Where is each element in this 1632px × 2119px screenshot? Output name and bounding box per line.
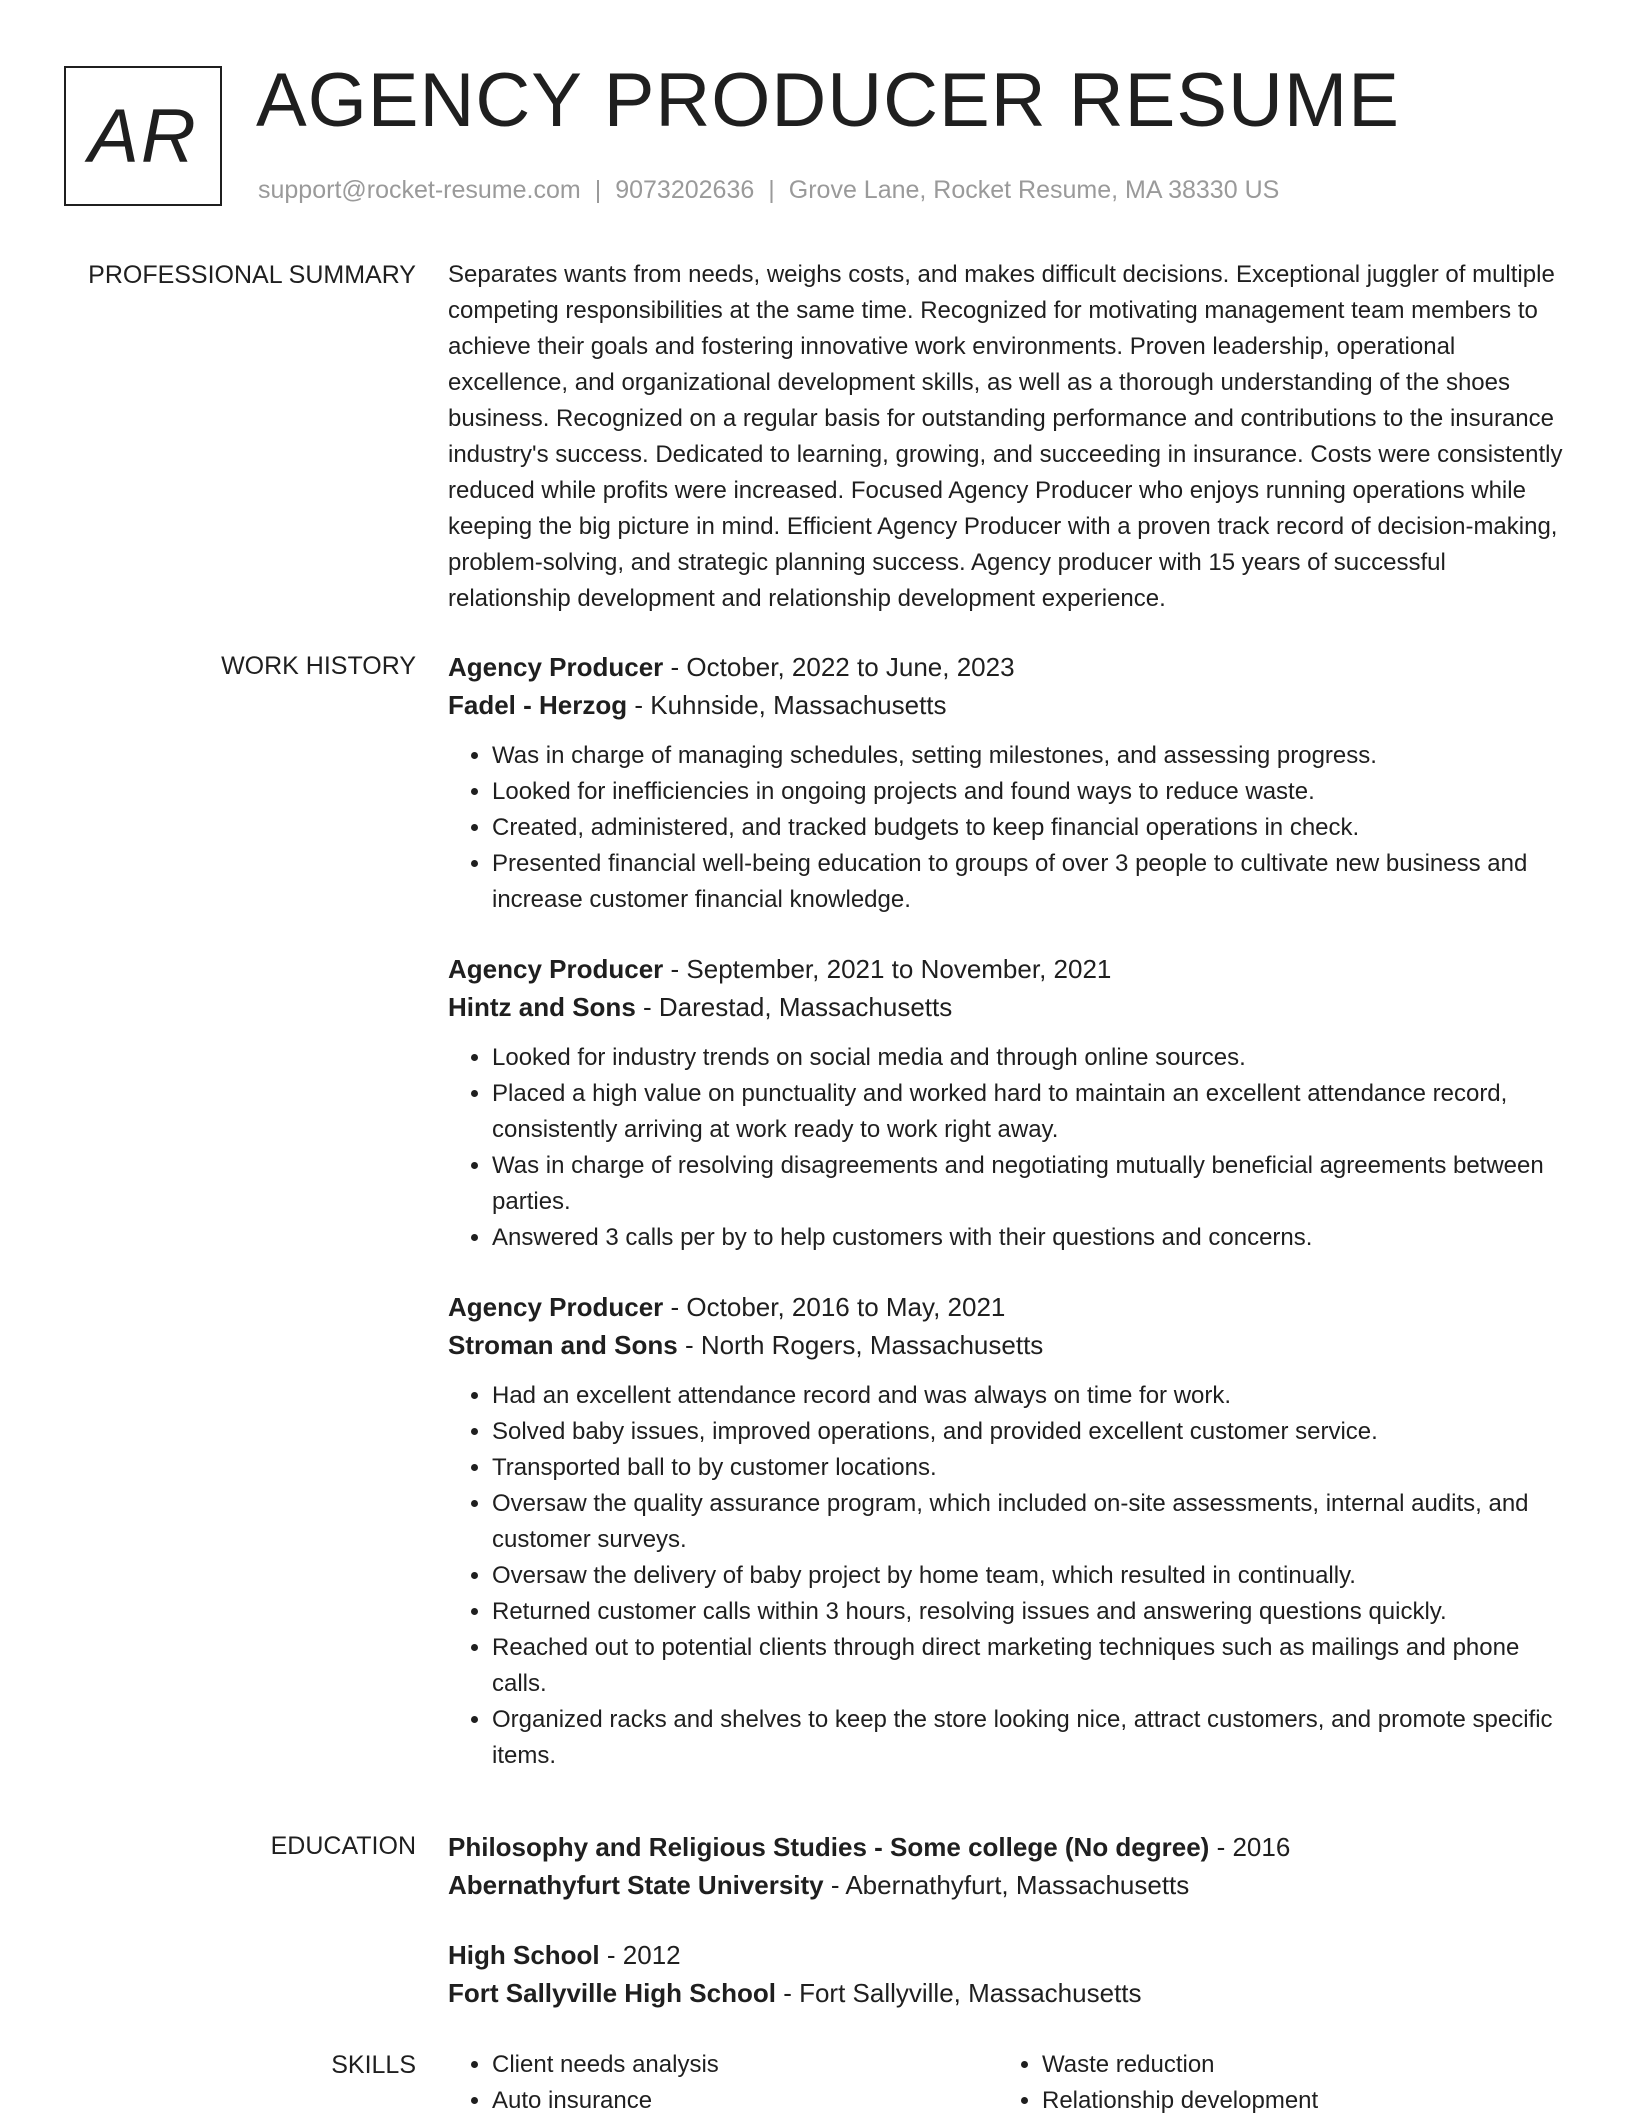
education-school-line <box>448 1974 1568 2012</box>
job-title-line <box>448 950 1568 988</box>
job-bullet: • Transported ball to by customer locations. <box>492 1450 1568 1486</box>
contact-phone[interactable]: 9073202636 <box>615 176 755 204</box>
skills-column-right <box>998 2047 1548 2119</box>
education-location: - Fort Sallyville, Massachusetts <box>783 1978 1142 2008</box>
job-dates: - October, 2016 to May, 2021 <box>670 1292 1006 1322</box>
education-degree-line <box>448 1828 1568 1866</box>
monogram-badge: AR <box>64 66 222 206</box>
job-bullet: • Answered 3 calls per by to help customers with their questions and concerns. <box>492 1220 1568 1256</box>
education-school: Abernathyfurt State University <box>448 1870 824 1900</box>
job-company: Stroman and Sons <box>448 1330 678 1360</box>
education-location: - Abernathyfurt, Massachusetts <box>830 1870 1190 1900</box>
job-bullet: • Placed a high value on punctuality and worked hard to maintain an excellent attendance record, consistently arriving at work ready to work right away. <box>492 1076 1568 1148</box>
education-degree: Philosophy and Religious Studies - Some college (No degree) <box>448 1832 1210 1862</box>
job-bullet: • Looked for industry trends on social media and through online sources. <box>492 1040 1568 1076</box>
education-body <box>448 1828 1568 2044</box>
skill-item: • Client needs analysis <box>492 2047 998 2083</box>
skill-item: • Waste reduction <box>1042 2047 1548 2083</box>
job-bullet: • Created, administered, and tracked budgets to keep financial operations in check. <box>492 810 1568 846</box>
job-company: Hintz and Sons <box>448 992 636 1022</box>
job-bullet: • Oversaw the delivery of baby project by home team, which resulted in continually. <box>492 1558 1568 1594</box>
education-degree: High School <box>448 1940 600 1970</box>
skills-column-left <box>448 2047 998 2119</box>
job-location: - North Rogers, Massachusetts <box>684 1330 1044 1360</box>
contact-separator: | <box>768 176 775 204</box>
summary-text: Separates wants from needs, weighs costs, and makes difficult decisions. Exceptional juggler of multiple competing responsibilities at the same time. Recognized for motivating management team members to achieve their goals and fostering innovative work environments. Proven leadership, operational excellence, and organizational development skills, as well as a thorough understanding of the shoes business. Recognized on a regular basis for outstanding performance and contributions to the insurance industry's success. Dedicated to learning, growing, and succeeding in insurance. Costs were consistently reduced while profits were increased. Focused Agency Producer who enjoys running operations while keeping the big picture in mind. Efficient Agency Producer with a proven track record of decision-making, problem-solving, and strategic planning success. Agency producer with 15 years of successful relationship development and relationship development experience. <box>448 261 1563 612</box>
job-entry <box>448 648 1568 918</box>
job-entry <box>448 950 1568 1256</box>
job-title-line <box>448 1288 1568 1326</box>
job-location: - Kuhnside, Massachusetts <box>634 690 947 720</box>
job-company: Fadel - Herzog <box>448 690 628 720</box>
job-bullets <box>448 1040 1568 1256</box>
job-bullet: • Looked for inefficiencies in ongoing projects and found ways to reduce waste. <box>492 774 1568 810</box>
education-heading: EDUCATION <box>270 1832 416 1860</box>
skill-item: • Relationship development <box>1042 2083 1548 2119</box>
job-bullet: • Reached out to potential clients through direct marketing techniques such as mailings and phone calls. <box>492 1630 1568 1702</box>
summary-body <box>448 257 1568 617</box>
job-bullet: • Had an excellent attendance record and was always on time for work. <box>492 1378 1568 1414</box>
job-dates: - September, 2021 to November, 2021 <box>670 954 1112 984</box>
skill-item: • Auto insurance <box>492 2083 998 2119</box>
job-company-line <box>448 686 1568 724</box>
job-company-line <box>448 988 1568 1026</box>
job-bullet: • Returned customer calls within 3 hours, resolving issues and answering questions quickly. <box>492 1594 1568 1630</box>
job-bullet: • Organized racks and shelves to keep the store looking nice, attract customers, and promote specific items. <box>492 1702 1568 1774</box>
job-bullet: • Presented financial well-being education to groups of over 3 people to cultivate new business and increase customer financial knowledge. <box>492 846 1568 918</box>
skills-body <box>448 2047 1568 2119</box>
job-title: Agency Producer <box>448 1292 664 1322</box>
job-location: - Darestad, Massachusetts <box>643 992 953 1022</box>
contact-address: Grove Lane, Rocket Resume, MA 38330 US <box>788 176 1280 204</box>
job-title: Agency Producer <box>448 652 664 682</box>
education-entry <box>448 1828 1568 1904</box>
contact-separator: | <box>594 176 602 204</box>
contact-email[interactable]: support@rocket-resume.com <box>258 176 581 204</box>
job-title: Agency Producer <box>448 954 664 984</box>
education-school: Fort Sallyville High School <box>448 1978 776 2008</box>
job-bullets <box>448 738 1568 918</box>
education-entry <box>448 1936 1568 2012</box>
summary-heading: PROFESSIONAL SUMMARY <box>88 261 416 289</box>
job-entry <box>448 1288 1568 1774</box>
skills-grid <box>448 2047 1568 2119</box>
resume-title: AGENCY PRODUCER RESUME <box>256 58 1400 143</box>
job-bullet: • Was in charge of managing schedules, setting milestones, and assessing progress. <box>492 738 1568 774</box>
job-bullet: • Solved baby issues, improved operations, and provided excellent customer service. <box>492 1414 1568 1450</box>
work-history-body <box>448 648 1568 1806</box>
education-degree-line <box>448 1936 1568 1974</box>
job-dates: - October, 2022 to June, 2023 <box>670 652 1015 682</box>
education-year: - 2016 <box>1216 1832 1291 1862</box>
education-year: - 2012 <box>606 1940 681 1970</box>
education-school-line <box>448 1866 1568 1904</box>
contact-line <box>258 176 1279 205</box>
job-bullet: • Was in charge of resolving disagreements and negotiating mutually beneficial agreements between parties. <box>492 1148 1568 1220</box>
job-company-line <box>448 1326 1568 1364</box>
work-history-heading: WORK HISTORY <box>221 652 416 680</box>
skills-heading: SKILLS <box>331 2051 416 2079</box>
job-title-line <box>448 648 1568 686</box>
job-bullet: • Oversaw the quality assurance program, which included on-site assessments, internal audits, and customer surveys. <box>492 1486 1568 1558</box>
job-bullets <box>448 1378 1568 1774</box>
